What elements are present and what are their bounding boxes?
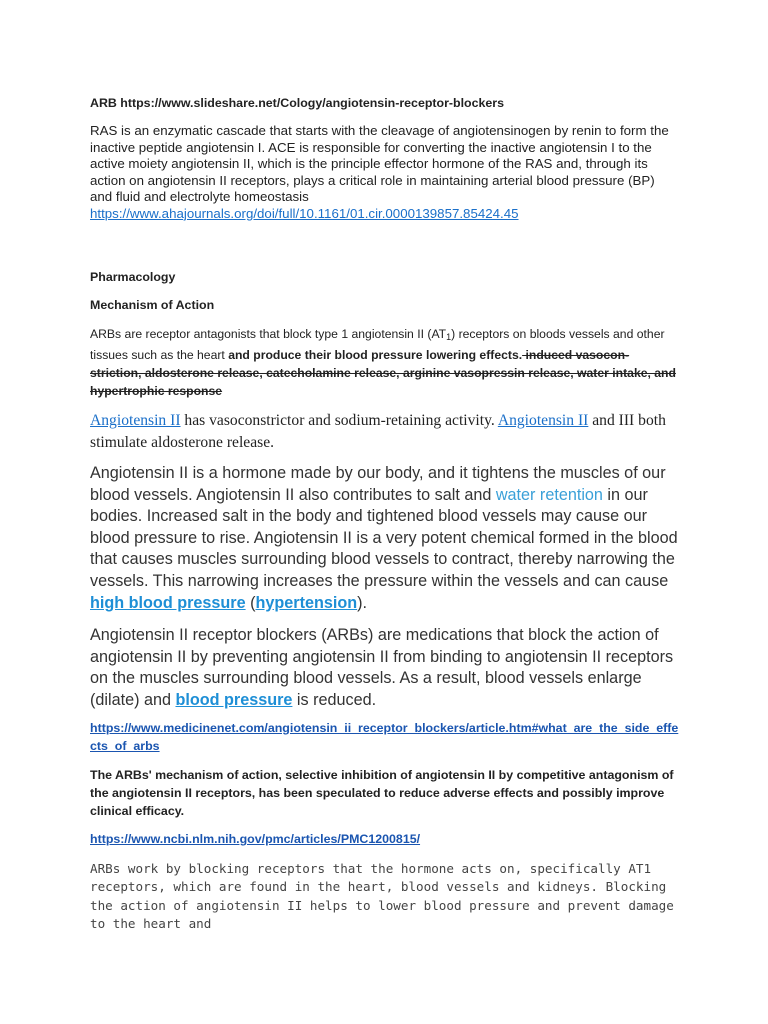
arbs-text-1: Angiotensin II receptor blockers (ARBs) are medications that block the action of angiotensin II by preventing angiotensin II from binding to angiotensin II receptors on the muscles surrounding blood vessels. As a result, blood vessels enlarge (dilate) and bbox=[90, 626, 674, 709]
angiotensin-link-1[interactable]: Angiotensin II bbox=[90, 412, 181, 429]
arb-heading-url[interactable]: https://www.slideshare.net/Cology/angiotensin-receptor-blockers bbox=[120, 96, 505, 110]
mechanism-text-1: ARBs are receptor antagonists that block type 1 angiotensin II (AT bbox=[90, 327, 447, 341]
section-pharmacology: Pharmacology bbox=[90, 270, 176, 284]
mechanism-bold-text: and produce their blood pressure lowering effects. bbox=[228, 348, 523, 362]
hormone-paragraph bbox=[90, 463, 680, 614]
section-mechanism: Mechanism of Action bbox=[90, 298, 215, 312]
hormone-text-1: Angiotensin II is a hormone made by our body, and it tightens the muscles of our blood vessels. Angiotensin II also contributes to salt and bbox=[90, 464, 666, 504]
high-blood-pressure-link[interactable]: high blood pressure bbox=[90, 593, 246, 612]
serif-paragraph bbox=[90, 410, 680, 454]
ras-text: RAS is an enzymatic cascade that starts with the cleavage of angiotensinogen by renin to form the inactive peptide angiotensin I. ACE is responsible for converting the inactive angiotensin I to the active moiety angiotensin II, which is the principle effector hormone of the RAS and, through its action on angiotensin II receptors, plays a critical role in maintaining arterial blood pressure (BP) and fluid and electrolyte homeostasis bbox=[90, 123, 669, 205]
blood-pressure-link[interactable]: blood pressure bbox=[175, 690, 293, 709]
medicinenet-link[interactable]: https://www.medicinenet.com/angiotensin_ii_receptor_blockers/article.htm#what_are_the_side_effects_of_arbs bbox=[90, 721, 679, 753]
arb-heading bbox=[90, 95, 680, 111]
at1-subscript: 1 bbox=[446, 332, 452, 342]
ras-paragraph bbox=[90, 123, 680, 223]
arbs-paragraph bbox=[90, 625, 680, 711]
mechanism-paragraph bbox=[90, 325, 680, 400]
arb-heading-prefix: ARB bbox=[90, 96, 121, 110]
mechanism-struck-text: induced vasocon-striction, aldosterone release, catecholamine release, arginine vasopressin release, water intake, and hypertrophic response bbox=[90, 348, 676, 398]
serif-text-2: and III both stimulate aldosterone release. bbox=[90, 412, 666, 451]
serif-text-1: has vasoconstrictor and sodium-retaining activity. bbox=[180, 412, 498, 429]
ahajournals-link[interactable]: https://www.ahajournals.org/doi/full/10.1161/01.cir.0000139857.85424.45 bbox=[90, 205, 519, 221]
selective-paragraph: The ARBs' mechanism of action, selective inhibition of angiotensin II by competitive antagonism of the angiotensin II receptors, has been speculated to reduce adverse effects and possibly improve clinical efficacy. bbox=[90, 768, 674, 818]
angiotensin-link-2[interactable]: Angiotensin II bbox=[497, 412, 589, 429]
hormone-text-4: ). bbox=[357, 593, 368, 612]
medicinenet-link-block bbox=[90, 719, 680, 755]
mechanism-text-2: ) receptors on bloods vessels and other tissues such as the heart bbox=[90, 327, 665, 362]
hormone-text-2: in our bodies. Increased salt in the body and tightened blood vessels may cause our blood pressure to rise. Angiotensin II is a very potent chemical formed in the blood that causes muscles surrounding blood vessels to contract, thereby narrowing the vessels. This narrowing increases the pressure within the vessels and can cause bbox=[90, 485, 678, 590]
at1-paragraph: ARBs work by blocking receptors that the hormone acts on, specifically AT1 receptors, which are found in the heart, blood vessels and kidneys. Blocking the action of angiotensin II helps to lower blood pressure and prevent damage to the heart and bbox=[90, 861, 674, 932]
ncbi-link[interactable]: https://www.ncbi.nlm.nih.gov/pmc/articles/PMC1200815/ bbox=[90, 832, 421, 846]
hormone-text-3: ( bbox=[245, 593, 256, 612]
water-retention-link[interactable]: water retention bbox=[495, 485, 603, 504]
arbs-text-2: is reduced. bbox=[292, 690, 377, 709]
ncbi-link-block bbox=[90, 832, 680, 846]
hypertension-link[interactable]: hypertension bbox=[255, 593, 358, 612]
